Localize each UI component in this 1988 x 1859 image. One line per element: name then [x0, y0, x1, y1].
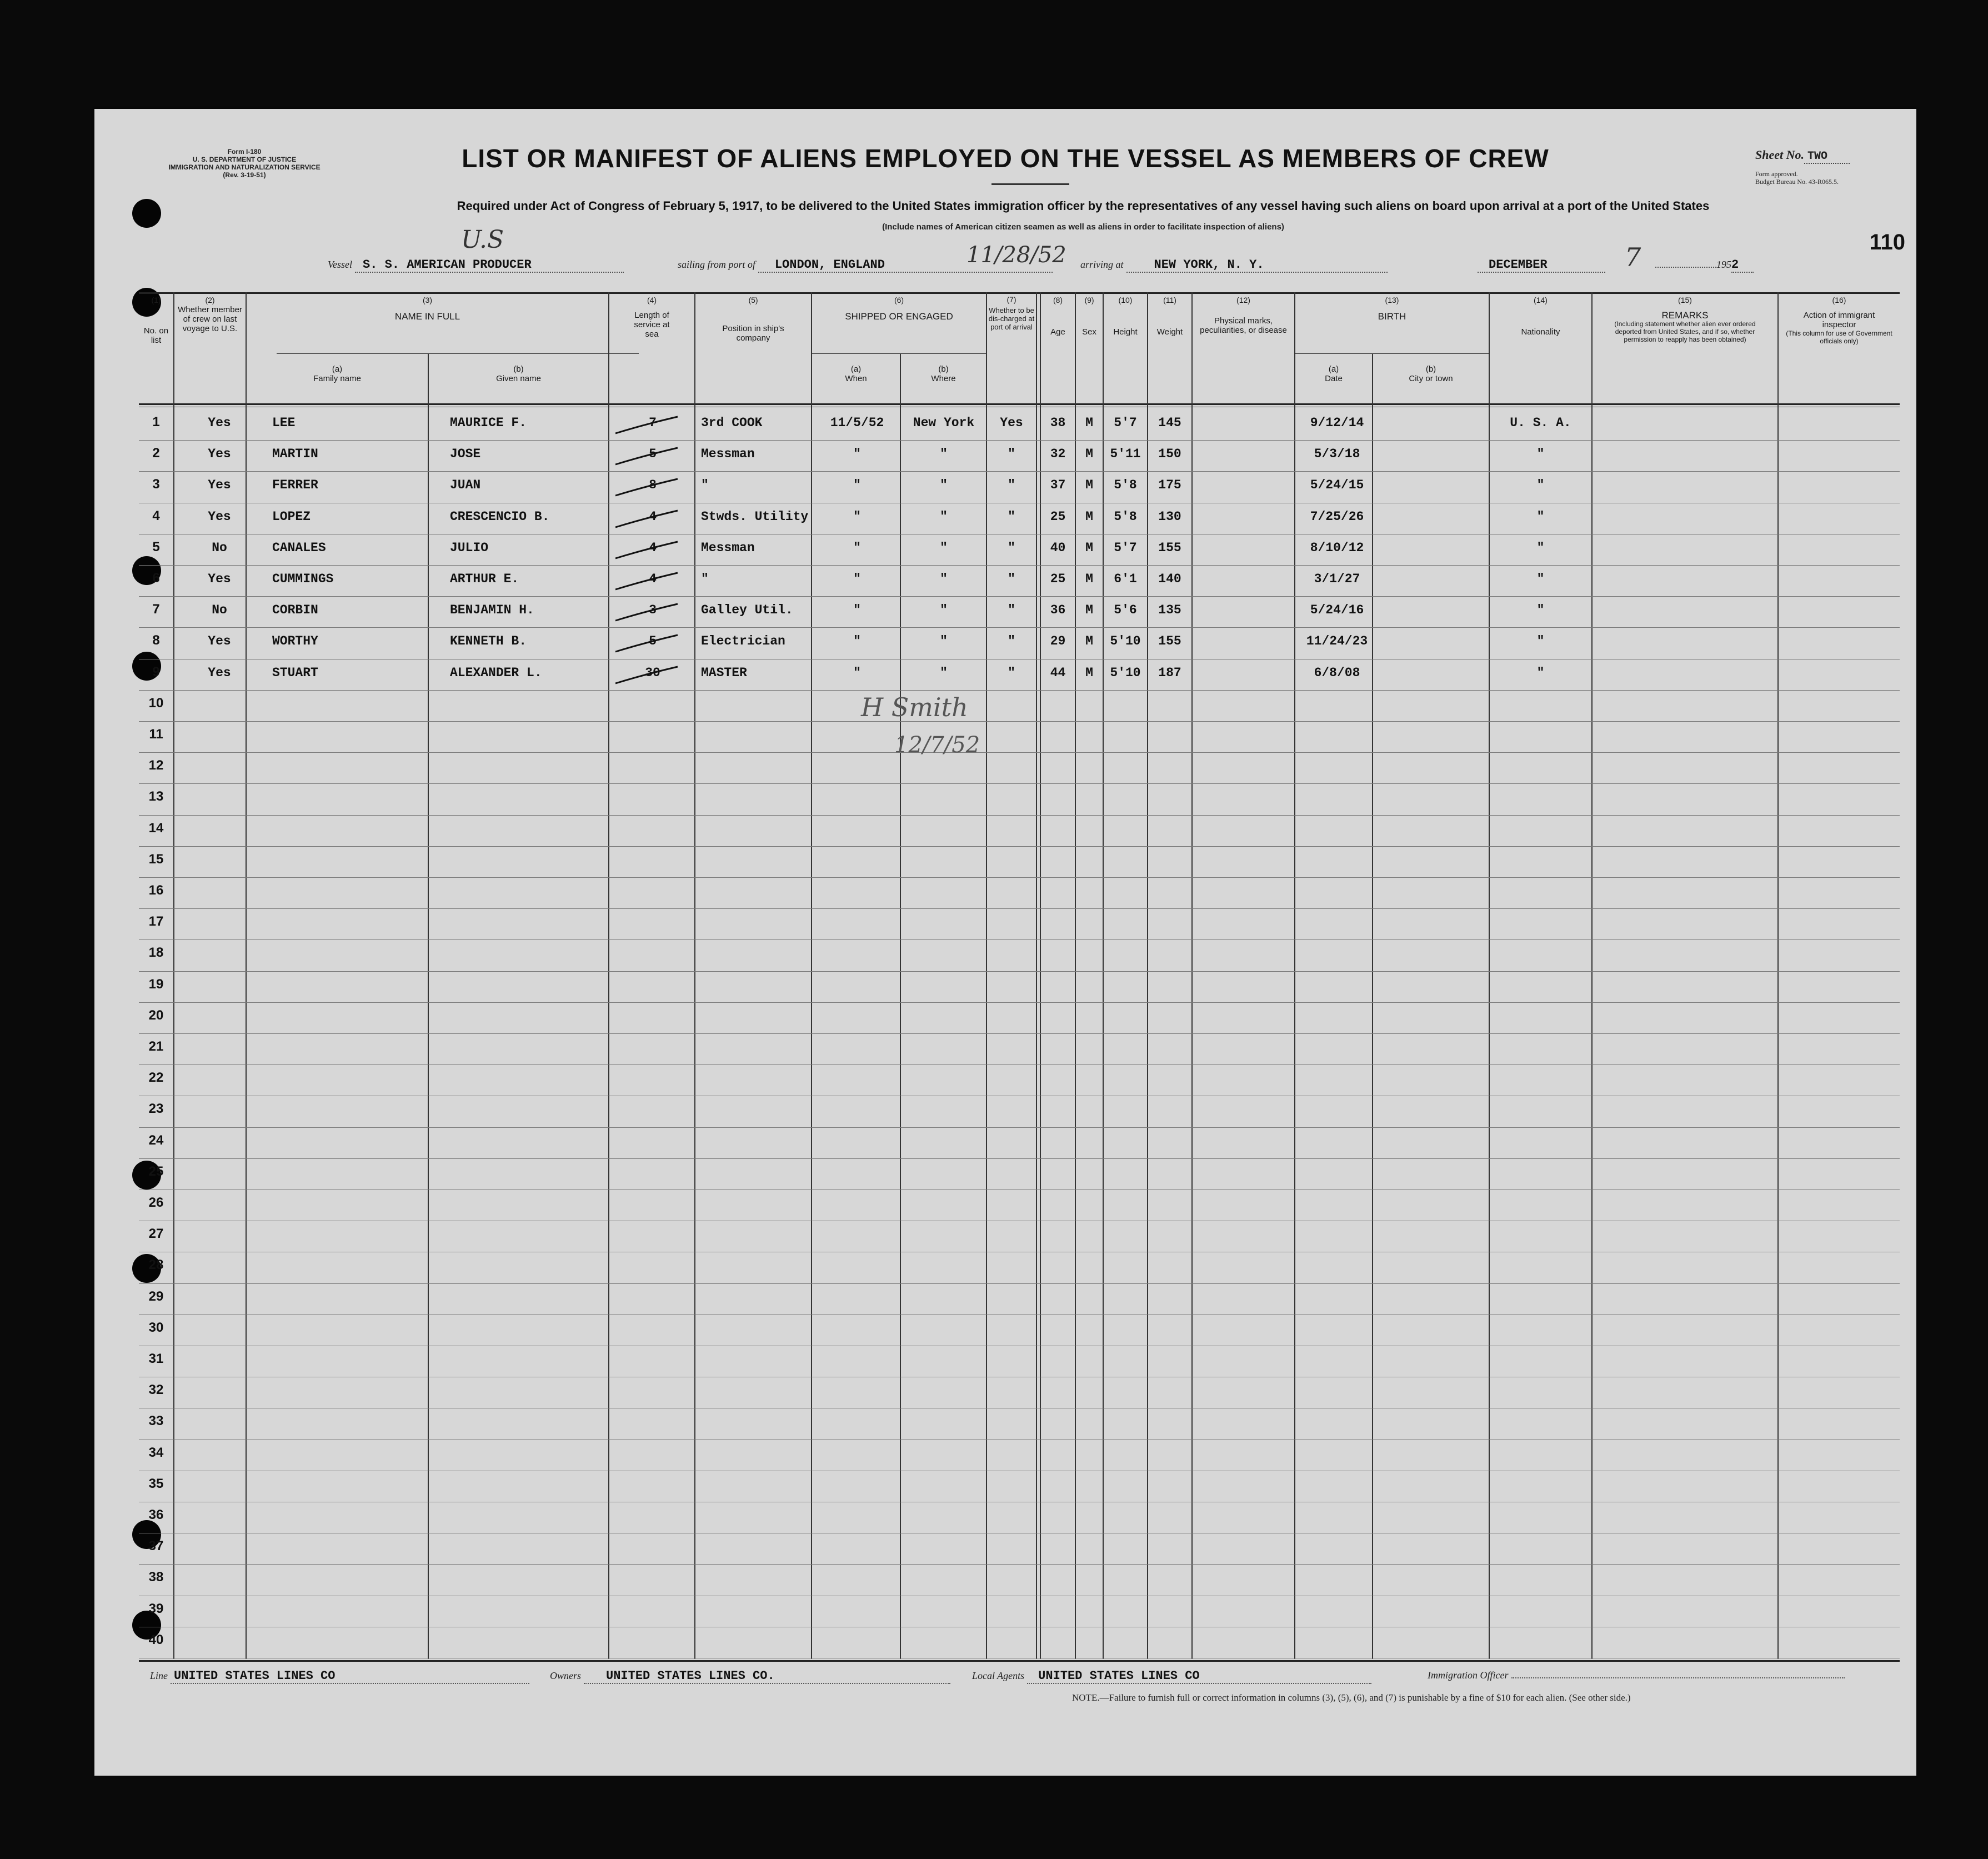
header-col-3: (3) NAME IN FULL [394, 296, 460, 322]
footer-line [150, 1669, 529, 1684]
row-rule [139, 1564, 1900, 1565]
birth-date-cell: 5/3/18 [1314, 447, 1360, 462]
member-cell: No [212, 540, 227, 555]
row-number: 23 [148, 1101, 164, 1117]
height-cell: 5'7 [1114, 540, 1137, 555]
row-number: 38 [148, 1570, 164, 1585]
column-rule [1147, 292, 1148, 1659]
row-number: 21 [148, 1039, 164, 1054]
position-cell: MASTER [701, 665, 747, 680]
column-rule [900, 353, 901, 1659]
height-cell: 6'1 [1114, 572, 1137, 586]
sailing-label: sailing from port of [678, 259, 755, 270]
discharged-cell: " [1008, 447, 1015, 462]
row-number: 28 [148, 1257, 164, 1273]
nationality-cell: " [1536, 634, 1545, 649]
shipped-when-cell: " [853, 634, 861, 649]
shipped-where-cell: " [940, 540, 948, 555]
header-col-14: (14) Nationality [1521, 296, 1560, 337]
agents-label: Local Agents [972, 1670, 1025, 1681]
footer-agents [972, 1669, 1371, 1684]
row-rule [139, 971, 1900, 972]
height-cell: 5'8 [1114, 509, 1137, 524]
column-rule [1040, 292, 1041, 1659]
shipped-when-cell: 11/5/52 [830, 416, 884, 430]
row-rule [139, 690, 1900, 691]
row-number: 29 [148, 1288, 164, 1304]
nationality-cell: U. S. A. [1510, 416, 1571, 430]
birth-date-cell: 3/1/27 [1314, 572, 1360, 586]
row-rule [139, 440, 1900, 441]
position-cell: Galley Util. [701, 603, 793, 618]
row-rule [139, 1283, 1900, 1284]
family-name-cell: CANALES [272, 540, 326, 555]
row-number: 39 [148, 1601, 164, 1616]
arrival-day-handwritten: 7 [1625, 242, 1641, 272]
row-rule [139, 1127, 1900, 1128]
age-cell: 37 [1050, 478, 1066, 493]
height-cell: 5'10 [1110, 665, 1141, 680]
service-cell: 3 [649, 603, 657, 618]
birth-subheader-rule [1294, 353, 1489, 354]
nationality-cell: " [1536, 665, 1545, 680]
sex-cell: M [1085, 416, 1093, 430]
agents-value: UNITED STATES LINES CO [1027, 1669, 1371, 1684]
weight-cell: 130 [1158, 509, 1181, 524]
age-cell: 25 [1050, 572, 1066, 586]
row-rule [139, 565, 1900, 566]
column-rule [1103, 292, 1104, 1659]
row-number: 37 [148, 1538, 164, 1554]
given-name-cell: BENJAMIN H. [450, 603, 534, 618]
shipped-when-cell: " [853, 478, 861, 493]
position-cell: 3rd COOK [701, 416, 763, 430]
row-number: 8 [152, 633, 160, 648]
column-rule [173, 292, 174, 1659]
row-rule [139, 1158, 1900, 1159]
check-mark-icon [611, 632, 692, 656]
column-rule [1075, 292, 1076, 1659]
given-name-cell: KENNETH B. [450, 634, 527, 649]
service-cell: 5 [649, 634, 657, 649]
header-col-3a: (a) Family name [313, 364, 361, 383]
column-rule [608, 292, 609, 1659]
family-name-cell: FERRER [272, 478, 318, 493]
member-cell: Yes [208, 509, 231, 524]
vessel-name: S. S. AMERICAN PRODUCER [355, 258, 624, 273]
header-col-9: (9) Sex [1082, 296, 1096, 337]
service-cell: 7 [649, 416, 657, 430]
given-name-cell: JUAN [450, 478, 481, 493]
family-name-cell: LOPEZ [272, 509, 311, 524]
sex-cell: M [1085, 540, 1093, 555]
position-cell: Messman [701, 447, 755, 462]
header-col-2: (2) Whether member of crew on last voyage to U.S. [178, 296, 242, 333]
header-col-12: (12) Physical marks, peculiarities, or disease [1200, 296, 1287, 335]
owners-label: Owners [550, 1670, 582, 1681]
birth-date-cell: 6/8/08 [1314, 665, 1360, 680]
height-cell: 5'7 [1114, 416, 1137, 430]
header-col-13: (13) BIRTH [1378, 296, 1406, 322]
shipped-where-cell: New York [913, 416, 975, 430]
birth-date-cell: 5/24/16 [1310, 603, 1364, 618]
given-name-cell: JULIO [450, 540, 489, 555]
row-number: 26 [148, 1195, 164, 1210]
family-name-cell: STUART [272, 665, 318, 680]
nationality-cell: " [1536, 509, 1545, 524]
line-value: UNITED STATES LINES CO [171, 1669, 529, 1684]
header-col-6: (6) SHIPPED OR ENGAGED [845, 296, 953, 322]
column-rule [1036, 292, 1037, 1659]
column-rule [1191, 292, 1193, 1659]
row-rule [139, 815, 1900, 816]
given-name-cell: MAURICE F. [450, 416, 527, 430]
column-rule [1591, 292, 1593, 1659]
row-rule [139, 471, 1900, 472]
weight-cell: 155 [1158, 540, 1181, 555]
family-name-cell: MARTIN [272, 447, 318, 462]
column-rule [694, 292, 695, 1659]
approval-line: Form approved. [1755, 170, 1798, 178]
service-cell: 4 [649, 540, 657, 555]
row-number: 9 [152, 664, 160, 679]
discharged-cell: " [1008, 540, 1015, 555]
arriving-label: arriving at [1080, 259, 1124, 270]
sex-cell: M [1085, 634, 1093, 649]
arrival-date [1478, 258, 1605, 273]
discharged-cell: " [1008, 509, 1015, 524]
age-cell: 38 [1050, 416, 1066, 430]
shipped-where-cell: " [940, 478, 948, 493]
discharged-cell: " [1008, 634, 1015, 649]
row-number: 17 [148, 914, 164, 930]
arrival-month: DECEMBER [1478, 258, 1605, 273]
year-suffix: 2 [1731, 258, 1754, 273]
shipped-where-cell: " [940, 665, 948, 680]
birth-date-cell: 5/24/15 [1310, 478, 1364, 493]
row-number: 18 [148, 945, 164, 961]
column-rule [428, 353, 429, 1659]
shipped-where-cell: " [940, 447, 948, 462]
weight-cell: 175 [1158, 478, 1181, 493]
crew-table [139, 292, 1900, 1665]
service: IMMIGRATION AND NATURALIZATION SERVICE [168, 163, 321, 171]
member-cell: Yes [208, 572, 231, 586]
inspector-signature-date: 12/7/52 [894, 732, 980, 758]
weight-cell: 145 [1158, 416, 1181, 430]
given-name-cell: JOSE [450, 447, 481, 462]
row-number: 22 [148, 1070, 164, 1086]
shipped-when-cell: " [853, 447, 861, 462]
header-col-1: (1) No. on list [143, 296, 169, 345]
discharged-cell: " [1008, 603, 1015, 618]
shipped-where-cell: " [940, 572, 948, 586]
header-col-8: (8) Age [1050, 296, 1065, 337]
sheet-label: Sheet No. [1755, 148, 1804, 162]
birth-date-cell: 11/24/23 [1306, 634, 1368, 649]
budget-bureau-line: Budget Bureau No. 43-R065.5. [1755, 178, 1839, 186]
row-number: 2 [152, 446, 160, 461]
discharged-cell: " [1008, 665, 1015, 680]
row-number: 36 [148, 1507, 164, 1522]
row-rule [139, 596, 1900, 597]
shipped-when-cell: " [853, 665, 861, 680]
inspector-signature: H Smith [861, 692, 968, 722]
member-cell: Yes [208, 665, 231, 680]
nationality-cell: " [1536, 603, 1545, 618]
column-rule [811, 292, 812, 1659]
row-number: 31 [148, 1351, 164, 1366]
line-label: Line [150, 1670, 168, 1681]
family-name-cell: CORBIN [272, 603, 318, 618]
sex-cell: M [1085, 572, 1093, 586]
table-bottom-rule [139, 1660, 1900, 1662]
name-subheader-rule [277, 353, 639, 354]
row-number: 16 [148, 883, 164, 898]
check-mark-icon [611, 601, 692, 625]
row-number: 34 [148, 1445, 164, 1460]
shipped-when-cell: " [853, 509, 861, 524]
shipped-where-cell: " [940, 634, 948, 649]
header-col-6a: (a) When [845, 364, 867, 383]
member-cell: Yes [208, 416, 231, 430]
check-mark-icon [611, 476, 692, 500]
include-statement: (Include names of American citizen seamen as well as aliens in order to facilitate inspection of aliens) [882, 222, 1284, 232]
column-rule [1294, 292, 1295, 1659]
row-number: 32 [148, 1382, 164, 1398]
vessel-line [328, 258, 624, 273]
weight-cell: 187 [1158, 665, 1181, 680]
service-cell: 8 [649, 478, 657, 493]
sail-date-handwritten: 11/28/52 [967, 242, 1066, 268]
row-rule [139, 846, 1900, 847]
check-mark-icon [611, 569, 692, 594]
row-number: 14 [148, 820, 164, 836]
service-cell: 4 [649, 509, 657, 524]
header-col-13a: (a) Date [1325, 364, 1343, 383]
height-cell: 5'11 [1110, 447, 1141, 462]
form-identifier [144, 148, 344, 179]
approval-note [1755, 170, 1905, 186]
discharged-cell: Yes [1000, 416, 1023, 430]
sex-cell: M [1085, 603, 1093, 618]
column-rule [1777, 292, 1779, 1659]
discharged-cell: " [1008, 478, 1015, 493]
age-cell: 44 [1050, 665, 1066, 680]
title-underline [992, 183, 1069, 185]
service-cell: 4 [649, 572, 657, 586]
row-number: 30 [148, 1320, 164, 1335]
footer-owners [550, 1669, 950, 1684]
row-number: 40 [148, 1632, 164, 1647]
shipped-subheader-rule [811, 353, 986, 354]
age-cell: 40 [1050, 540, 1066, 555]
age-cell: 32 [1050, 447, 1066, 462]
sex-cell: M [1085, 478, 1093, 493]
row-rule [139, 752, 1900, 753]
header-col-15: (15) REMARKS (Including statement whether alien ever ordered deported from United States, and if so, whether permission to reapply has been obtained) [1614, 296, 1756, 343]
row-number: 35 [148, 1476, 164, 1491]
nationality-cell: " [1536, 540, 1545, 555]
officer-label: Immigration Officer [1428, 1670, 1509, 1681]
row-number: 6 [152, 571, 160, 586]
sailing-port: LONDON, ENGLAND [758, 258, 1053, 273]
position-cell: Electrician [701, 634, 785, 649]
height-cell: 5'6 [1114, 603, 1137, 618]
header-col-16: (16) Action of immigrant inspector (This column for use of Government officials only) [1786, 296, 1892, 345]
table-top-rule [139, 292, 1900, 294]
position-cell: " [701, 478, 709, 493]
arrival-line [1080, 258, 1388, 273]
vessel-handwritten-note: U.S [461, 226, 504, 254]
age-cell: 36 [1050, 603, 1066, 618]
given-name-cell: ARTHUR E. [450, 572, 519, 586]
row-number: 11 [149, 727, 163, 742]
column-rule [1489, 292, 1490, 1659]
shipped-when-cell: " [853, 540, 861, 555]
column-rule [986, 292, 987, 1659]
given-name-cell: ALEXANDER L. [450, 665, 542, 680]
nationality-cell: " [1536, 447, 1545, 462]
row-rule [139, 1033, 1900, 1034]
age-cell: 29 [1050, 634, 1066, 649]
member-cell: Yes [208, 447, 231, 462]
owners-value: UNITED STATES LINES CO. [584, 1669, 950, 1684]
page-title: LIST OR MANIFEST OF ALIENS EMPLOYED ON THE VESSEL AS MEMBERS OF CREW [462, 144, 1549, 173]
member-cell: Yes [208, 634, 231, 649]
weight-cell: 140 [1158, 572, 1181, 586]
row-number: 1 [152, 414, 160, 429]
discharged-cell: " [1008, 572, 1015, 586]
row-number: 3 [152, 477, 160, 492]
shipped-when-cell: " [853, 603, 861, 618]
member-cell: No [212, 603, 227, 618]
check-mark-icon [611, 413, 692, 438]
required-statement: Required under Act of Congress of February 5, 1917, to be delivered to the United States immigration officer by the representatives of any vessel having such aliens on board upon arrival at a port of the United States [457, 199, 1710, 213]
row-number: 15 [148, 851, 164, 867]
row-rule [139, 908, 1900, 909]
form-number: Form I-180 [227, 148, 262, 156]
shipped-when-cell: " [853, 572, 861, 586]
row-number: 7 [152, 602, 160, 617]
sex-cell: M [1085, 665, 1093, 680]
check-mark-icon [611, 538, 692, 563]
manifest-sheet [94, 109, 1916, 1776]
row-number: 25 [148, 1163, 164, 1179]
row-number: 24 [148, 1132, 164, 1148]
birth-date-cell: 7/25/26 [1310, 509, 1364, 524]
vessel-label: Vessel [328, 259, 352, 270]
row-number: 10 [148, 695, 164, 711]
family-name-cell: CUMMINGS [272, 572, 334, 586]
footer-officer [1428, 1669, 1845, 1682]
footer-note: NOTE.—Failure to furnish full or correct information in columns (3), (5), (6), and (7) is punishable by a fine of $10 for each alien. (See other side.) [1072, 1692, 1631, 1703]
row-number: 19 [148, 976, 164, 992]
sheet-value: TWO [1804, 150, 1850, 164]
service-cell: 5 [649, 447, 657, 462]
weight-cell: 135 [1158, 603, 1181, 618]
row-number: 33 [148, 1413, 164, 1429]
shipped-where-cell: " [940, 603, 948, 618]
nationality-cell: " [1536, 572, 1545, 586]
punch-hole [132, 199, 161, 228]
check-mark-icon [611, 663, 692, 688]
arrival-year [1655, 258, 1754, 273]
birth-date-cell: 9/12/14 [1310, 416, 1364, 430]
row-number: 5 [152, 539, 160, 554]
header-col-10: (10) Height [1113, 296, 1138, 337]
member-cell: Yes [208, 478, 231, 493]
header-col-11: (11) Weight [1156, 296, 1183, 337]
row-number: 13 [148, 789, 164, 804]
header-col-6b: (b) Where [931, 364, 956, 383]
service-cell: 30 [645, 665, 660, 680]
weight-cell: 155 [1158, 634, 1181, 649]
row-number: 12 [148, 758, 164, 773]
sheet-number [1755, 148, 1905, 163]
row-number: 4 [152, 508, 160, 523]
department: U. S. DEPARTMENT OF JUSTICE [192, 156, 297, 163]
row-number: 27 [148, 1226, 164, 1242]
given-name-cell: CRESCENCIO B. [450, 509, 550, 524]
family-name-cell: WORTHY [272, 634, 318, 649]
revision: (Rev. 3-19-51) [223, 171, 266, 179]
header-col-7: (7) Whether to be dis-charged at port of arrival [988, 295, 1035, 331]
header-col-3b: (b) Given name [496, 364, 541, 383]
sex-cell: M [1085, 509, 1093, 524]
page-number: 110 [1869, 230, 1905, 254]
height-cell: 5'8 [1114, 478, 1137, 493]
check-mark-icon [611, 444, 692, 469]
age-cell: 25 [1050, 509, 1066, 524]
row-number: 20 [148, 1007, 164, 1023]
header-col-4: (4) Length of service at sea [634, 296, 670, 339]
height-cell: 5'10 [1110, 634, 1141, 649]
row-rule [139, 877, 1900, 878]
header-col-5: (5) Position in ship's company [722, 296, 784, 343]
position-cell: " [701, 572, 709, 586]
year-prefix: 195 [1716, 259, 1731, 270]
position-cell: Messman [701, 540, 755, 555]
column-rule [246, 292, 247, 1659]
row-rule [139, 783, 1900, 784]
birth-date-cell: 8/10/12 [1310, 540, 1364, 555]
row-rule [139, 627, 1900, 628]
header-bottom-rule [139, 403, 1900, 405]
row-rule [139, 1002, 1900, 1003]
check-mark-icon [611, 507, 692, 532]
arrival-port: NEW YORK, N. Y. [1126, 258, 1388, 273]
row-rule [139, 721, 1900, 722]
position-cell: Stwds. Utility [701, 509, 809, 524]
shipped-where-cell: " [940, 509, 948, 524]
header-col-13b: (b) City or town [1409, 364, 1453, 383]
family-name-cell: LEE [272, 416, 296, 430]
nationality-cell: " [1536, 478, 1545, 493]
weight-cell: 150 [1158, 447, 1181, 462]
sex-cell: M [1085, 447, 1093, 462]
